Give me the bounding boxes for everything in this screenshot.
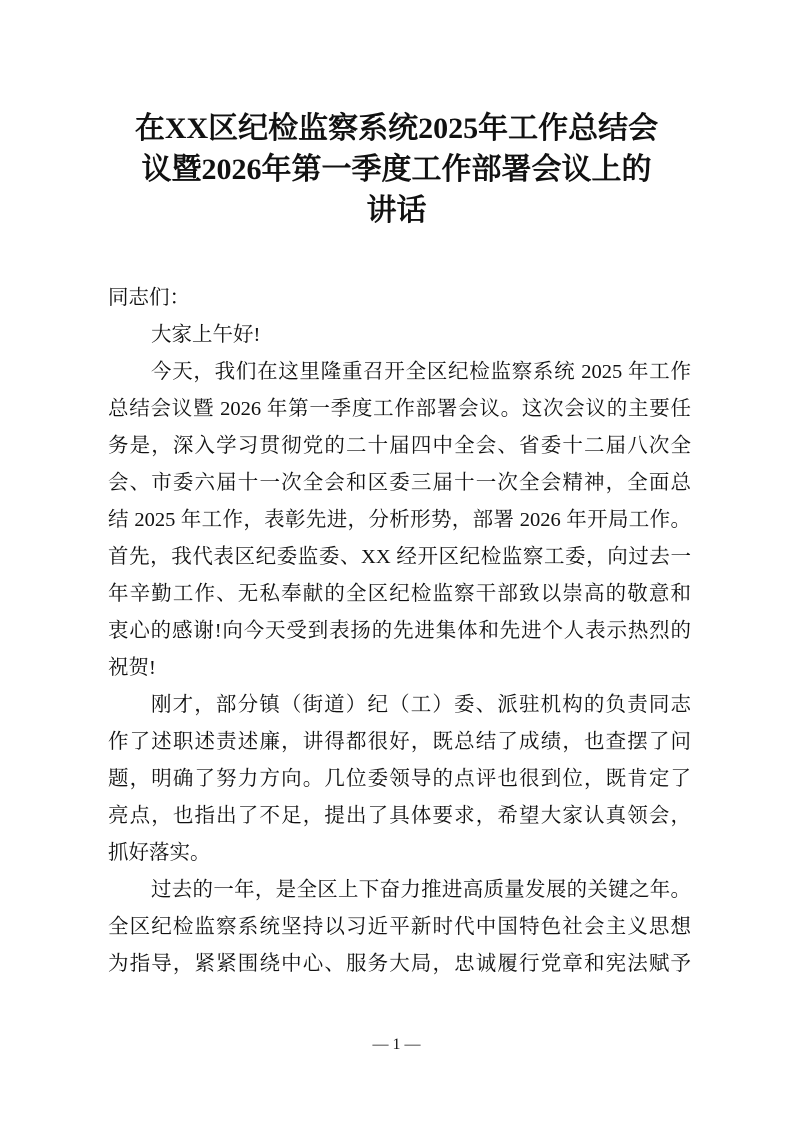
paragraph (108, 354, 691, 687)
text-line: 亮点，也指出了不足，提出了具体要求，希望大家认真领会， (108, 805, 691, 827)
title-line: 议暨2026年第一季度工作部署会议上的 (141, 153, 652, 186)
document-body (108, 280, 691, 983)
text-line: 年辛勤工作、无私奉献的全区纪检监察干部致以崇高的敬意和 (108, 583, 691, 605)
text-line: 衷心的感谢!向今天受到表扬的先进集体和先进个人表示热烈的 (108, 620, 691, 642)
text-line: 大家上午好! (151, 324, 261, 346)
text-line: 结 2025 年工作，表彰先进，分析形势，部署 2026 年开局工作。 (108, 509, 691, 531)
title-line: 讲话 (366, 194, 427, 227)
page-number: — 1 — (372, 1036, 421, 1053)
text-line: 作了述职述责述廉，讲得都很好，既总结了成绩，也查摆了问 (108, 731, 691, 753)
text-line: 抓好落实。 (108, 842, 211, 864)
text-line: 刚才，部分镇（街道）纪（工）委、派驻机构的负责同志 (151, 694, 691, 716)
text-line: 过去的一年，是全区上下奋力推进高质量发展的关键之年。 (151, 879, 691, 901)
salutation: 同志们： (108, 287, 190, 309)
text-line: 首先，我代表区纪委监委、XX 经开区纪检监察工委，向过去一 (108, 546, 691, 568)
text-line: 为指导，紧紧围绕中心、服务大局，忠诚履行党章和宪法赋予 (108, 953, 691, 975)
text-line: 会、市委六届十一次全会和区委三届十一次全会精神，全面总 (108, 472, 691, 494)
text-line: 祝贺! (108, 657, 156, 679)
title-line: 在XX区纪检监察系统2025年工作总结会 (134, 112, 659, 145)
paragraph (108, 317, 691, 354)
paragraph (108, 872, 691, 983)
text-line: 题，明确了努力方向。几位委领导的点评也很到位，既肯定了 (108, 768, 691, 790)
text-line: 全区纪检监察系统坚持以习近平新时代中国特色社会主义思想 (108, 916, 691, 938)
text-line: 今天，我们在这里隆重召开全区纪检监察系统 2025 年工作 (151, 361, 691, 383)
paragraph (108, 687, 691, 872)
text-line: 总结会议暨 2026 年第一季度工作部署会议。这次会议的主要任 (108, 398, 691, 420)
text-line: 务是，深入学习贯彻党的二十届四中全会、省委十二届八次全 (108, 435, 691, 457)
document-title (90, 108, 703, 231)
